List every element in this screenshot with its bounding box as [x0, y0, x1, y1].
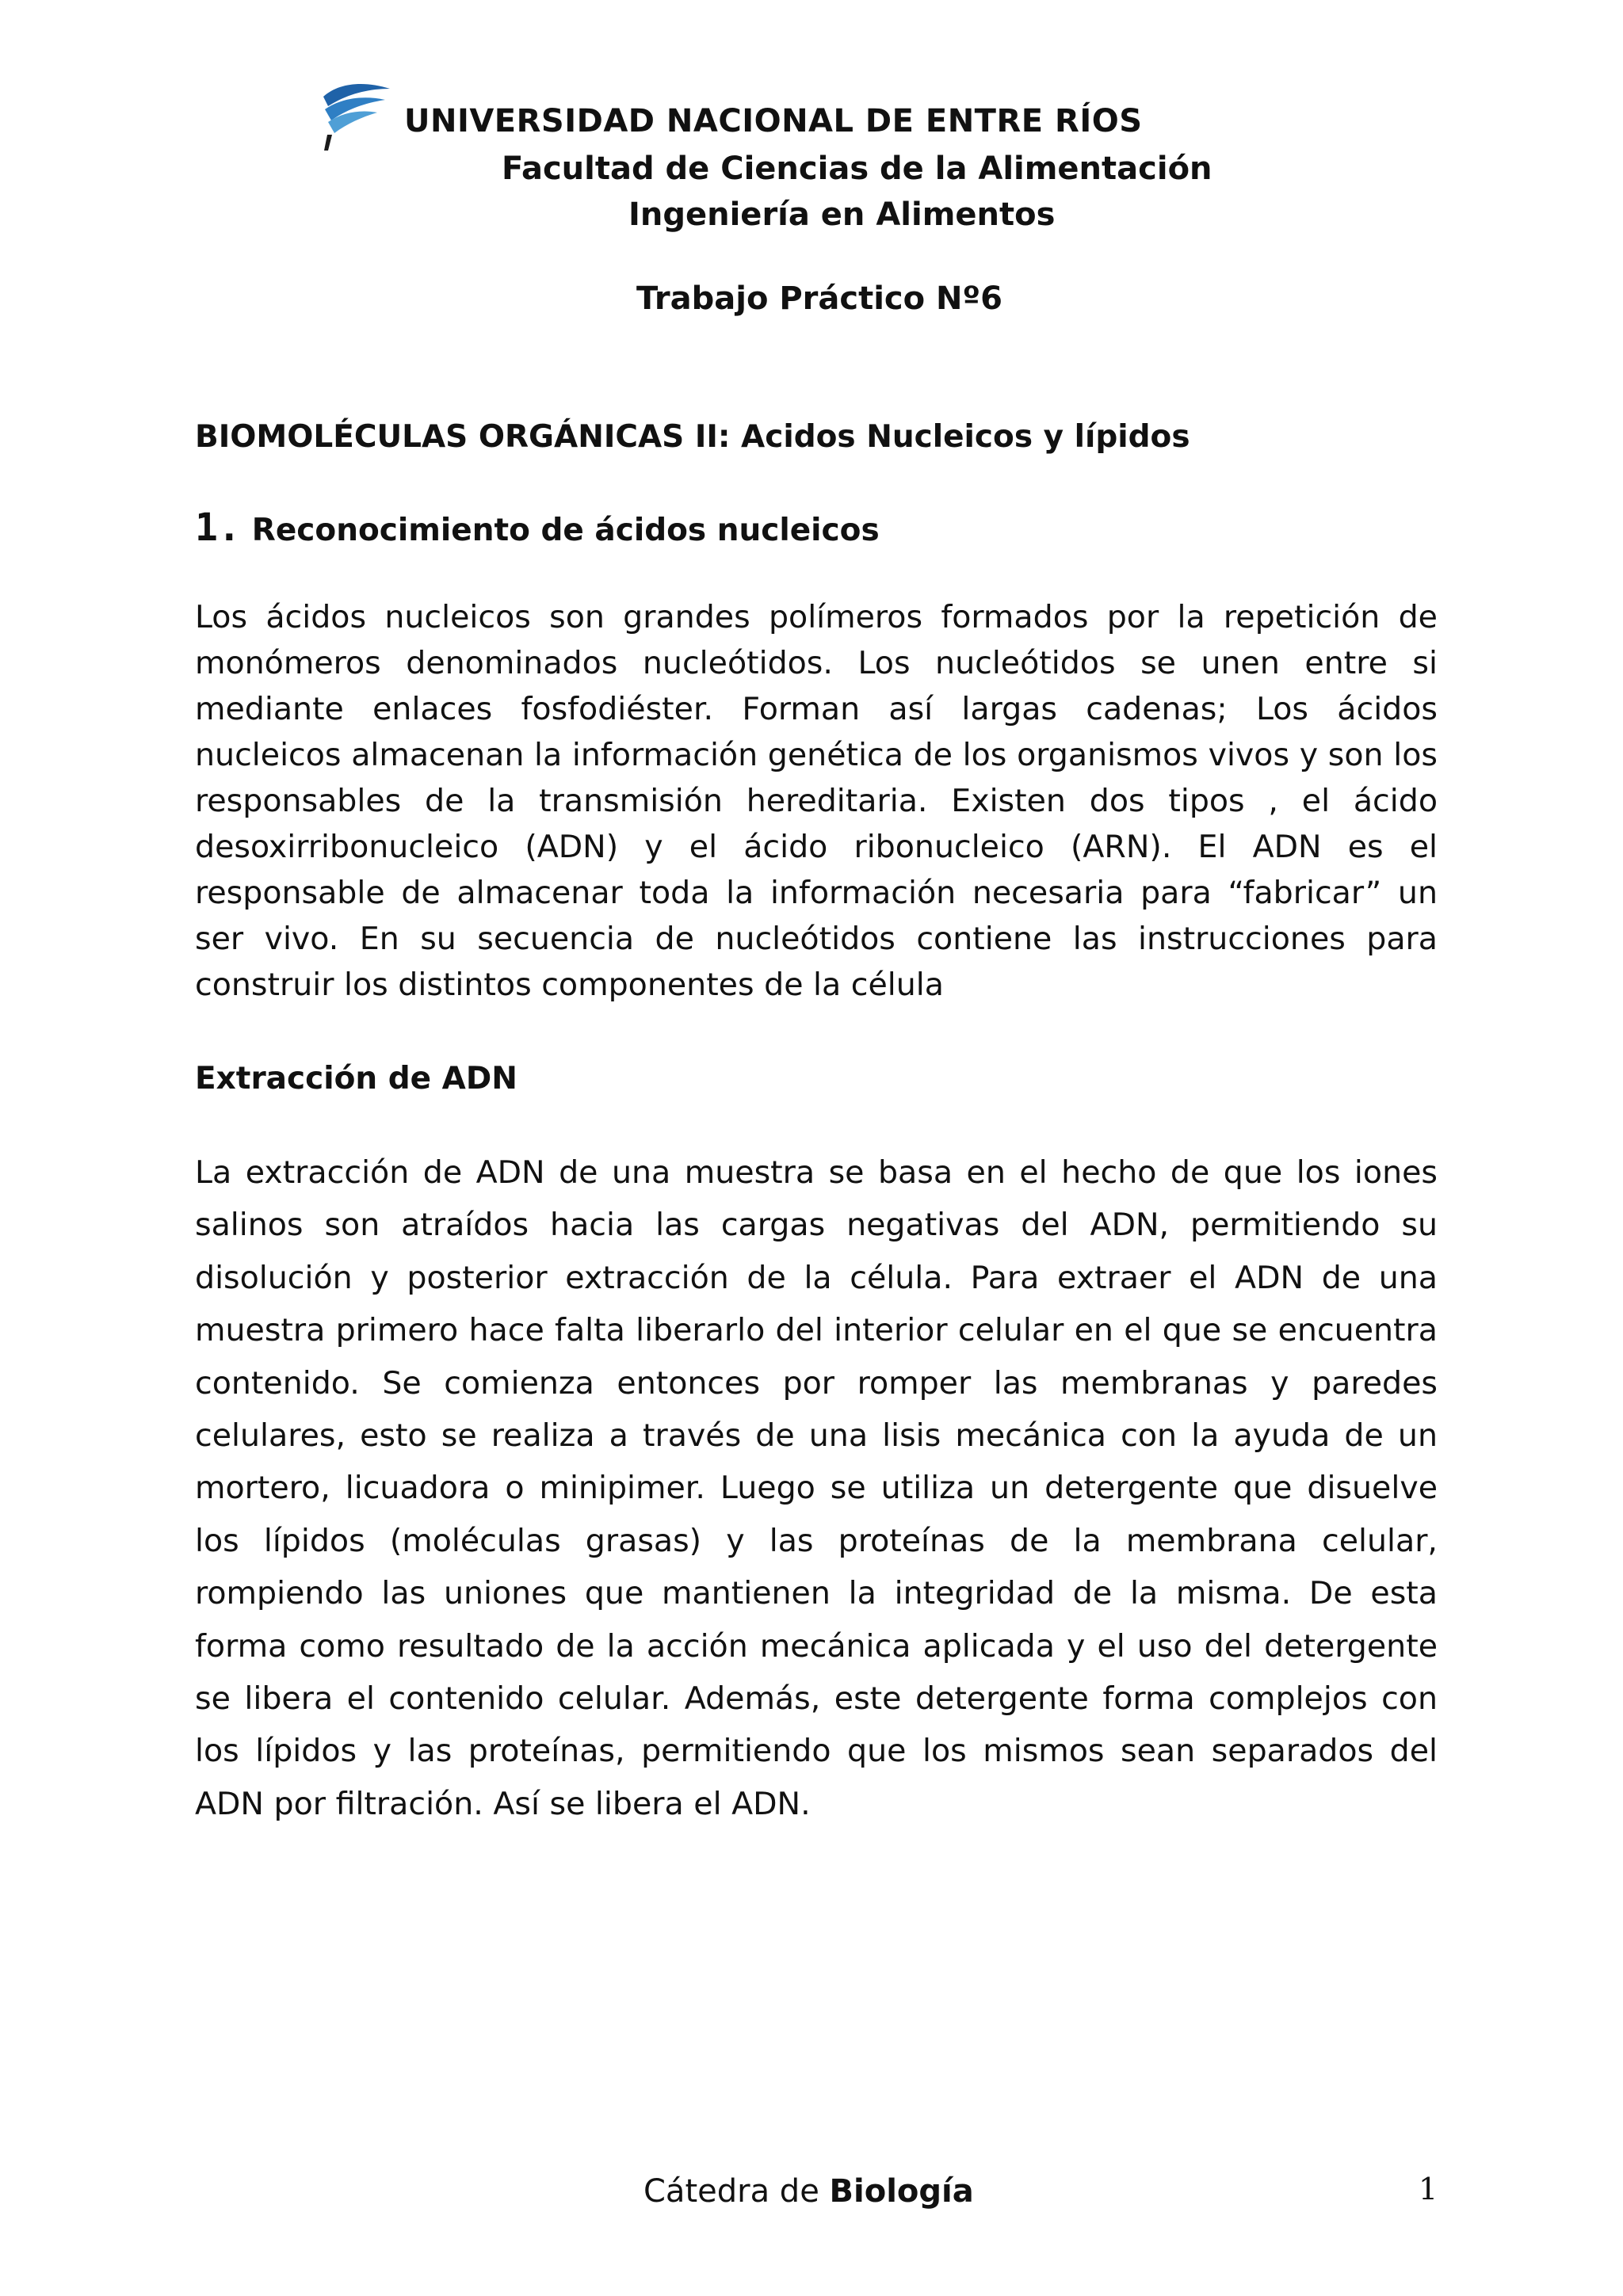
section-title: Reconocimiento de ácidos nucleicos — [251, 513, 880, 548]
paragraph-nucleic-acids: Los ácidos nucleicos son grandes polímeros formados por la repetición de monómeros denominados nucleótidos. Los nucleótidos se unen entre si mediante enlaces fosfodiéster. Forman así largas cadenas; Los ácidos nucleicos almacenan la información genética de los organismos vivos y son los responsables de la transmisión hereditaria. Existen dos tipos , el ácido desoxirribonucleico (ADN) y el ácido ribonucleico (ARN). El ADN es el responsable de almacenar toda la información necesaria para “fabricar” un ser vivo. En su secuencia de nucleótidos contiene las instrucciones para construir los distintos componentes de la célula — [195, 599, 1438, 1003]
university-logo-icon — [317, 79, 396, 158]
footer-chair — [643, 2169, 974, 2214]
section-heading-2: Extracción de ADN — [195, 1061, 517, 1097]
footer-prefix: Cátedra de — [643, 2173, 830, 2210]
footer-subject: Biología — [829, 2173, 974, 2210]
page-number: 1 — [1419, 2172, 1438, 2206]
career-name: Ingeniería en Alimentos — [628, 196, 1056, 233]
section-number: 1. — [195, 505, 241, 550]
paragraph-dna-extraction: La extracción de ADN de una muestra se basa en el hecho de que los iones salinos son atraídos hacia las cargas negativas del ADN, permitiendo su disolución y posterior extracción de la célula. Para extraer el ADN de una muestra primero hace falta liberarlo del interior celular en el que se encuentra contenido. Se comienza entonces por romper las membranas y paredes celulares, esto se realiza a través de una lisis mecánica con la ayuda de un mortero, licuadora o minipimer. Luego se utiliza un detergente que disuelve los lípidos (moléculas grasas) y las proteínas de la membrana celular, rompiendo las uniones que mantienen la integridad de la misma. De esta forma como resultado de la acción mecánica aplicada y el uso del detergente se libera el contenido celular. Además, este detergente forma complejos con los lípidos y las proteínas, permitiendo que los mismos sean separados del ADN por filtración. Así se libera el ADN. — [195, 1154, 1438, 1822]
section-heading-1 — [195, 505, 880, 553]
university-name: UNIVERSIDAD NACIONAL DE ENTRE RÍOS — [404, 103, 1143, 139]
faculty-name: Facultad de Ciencias de la Alimentación — [502, 151, 1212, 187]
document-title: BIOMOLÉCULAS ORGÁNICAS II: Acidos Nucleicos y lípidos — [195, 419, 1190, 455]
practical-work-title: Trabajo Práctico Nº6 — [636, 280, 1002, 317]
